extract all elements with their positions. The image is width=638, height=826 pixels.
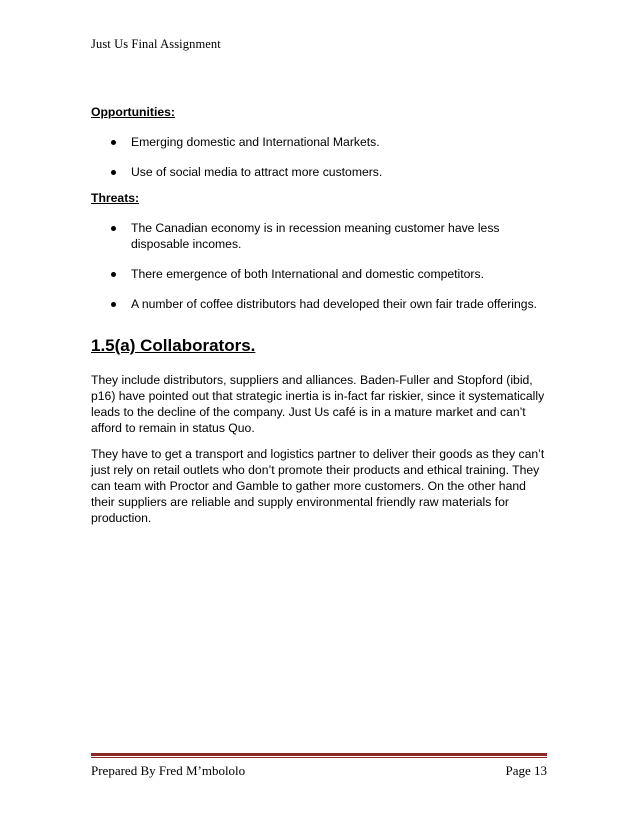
list-item	[91, 266, 551, 282]
prepared-by: Prepared By Fred M’mbololo	[91, 763, 246, 778]
opportunities-list	[91, 134, 551, 180]
page-content	[91, 104, 551, 526]
list-item-text: A number of coffee distributors had developed their own fair trade offerings.	[131, 297, 538, 311]
running-footer	[91, 763, 547, 779]
collaborators-heading: 1.5(a) Collaborators.	[91, 336, 256, 355]
list-item-text: Emerging domestic and International Markets.	[131, 135, 380, 149]
list-item	[91, 134, 551, 150]
list-item-text: Use of social media to attract more customers.	[131, 165, 383, 179]
threats-list	[91, 220, 551, 312]
running-header: Just Us Final Assignment	[91, 37, 221, 51]
opportunities-heading: Opportunities:	[91, 105, 175, 119]
footer-divider-thin	[91, 757, 547, 758]
collaborators-paragraph: They include distributors, suppliers and alliances. Baden-Fuller and Stopford (ibid, p16) have pointed out that strategic inertia is in-fact far riskier, since it systematically leads to the decline of the company. Just Us café is in a mature market and can’t afford to remain in status Quo.	[91, 373, 545, 435]
bullet-icon	[111, 226, 116, 231]
collaborators-paragraph: They have to get a transport and logistics partner to deliver their goods as they can’t just rely on retail outlets who don’t promote their products and ethical training. They can team with Proctor and Gamble to gather more customers. On the other hand their suppliers are reliable and supply environmental friendly raw materials for production.	[91, 447, 545, 525]
list-item-text: There emergence of both International and domestic competitors.	[131, 267, 484, 281]
threats-heading: Threats:	[91, 191, 140, 205]
bullet-icon	[111, 170, 116, 175]
footer-divider	[91, 753, 547, 756]
list-item-text: The Canadian economy is in recession meaning customer have less disposable incomes.	[131, 221, 500, 251]
bullet-icon	[111, 272, 116, 277]
bullet-icon	[111, 140, 116, 145]
list-item	[91, 296, 551, 312]
page-number: Page 13	[505, 763, 547, 778]
list-item	[91, 220, 551, 252]
list-item	[91, 164, 551, 180]
bullet-icon	[111, 302, 116, 307]
